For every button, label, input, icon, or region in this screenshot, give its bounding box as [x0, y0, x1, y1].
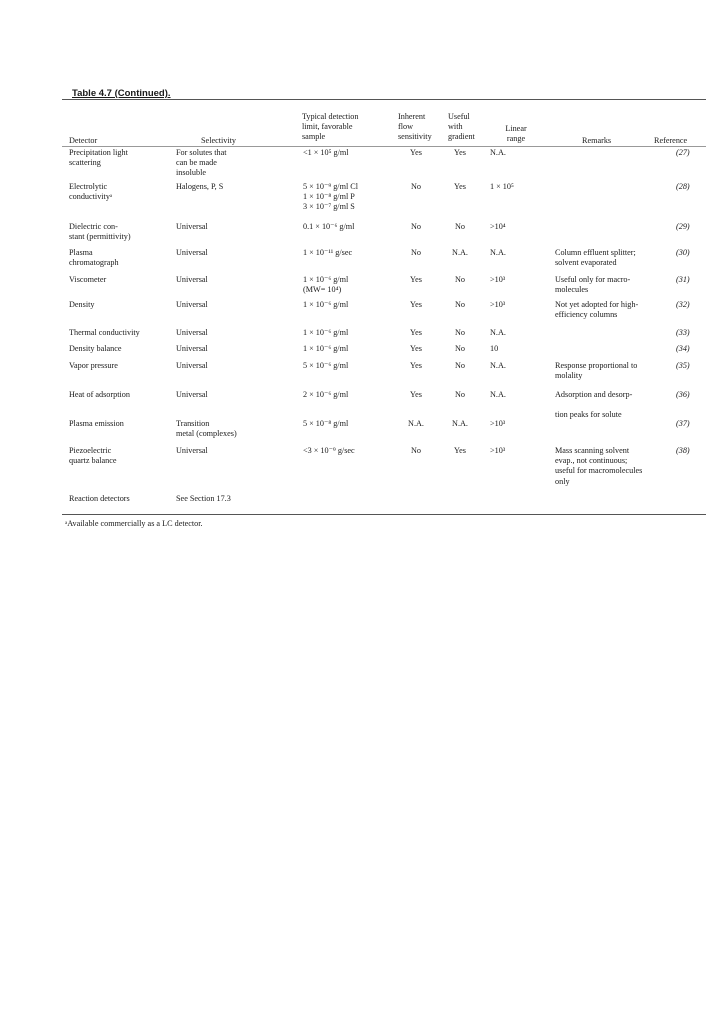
cell-reference: (34): [676, 344, 690, 353]
cell-reference: (28): [676, 182, 690, 191]
cell-remarks: Adsorption and desorp- tion peaks for solute: [555, 390, 633, 420]
cell-flow: Yes: [410, 361, 422, 370]
cell-limit: 1 × 10⁻¹¹ g/sec: [303, 248, 353, 257]
cell-selectivity: Universal: [176, 300, 208, 309]
cell-limit: 1 × 10⁻⁶ g/ml: [303, 300, 349, 309]
cell-detector: Electrolytic conductivityᵃ: [69, 182, 113, 202]
cell-selectivity: Transition metal (complexes): [176, 419, 237, 439]
header-linear-range: Linear range: [505, 124, 527, 143]
cell-flow: Yes: [410, 344, 422, 353]
cell-limit: 1 × 10⁻⁶ g/ml: [303, 344, 349, 353]
cell-remarks: Column effluent splitter; solvent evaporated: [555, 248, 636, 268]
cell-detector: Viscometer: [69, 275, 107, 284]
cell-flow: No: [410, 446, 421, 455]
cell-range: >10³: [490, 300, 506, 309]
header-rule: [62, 146, 706, 147]
cell-reference: (30): [676, 248, 690, 257]
table-title: Table 4.7 (Continued).: [72, 88, 171, 99]
cell-reference: (36): [676, 390, 690, 399]
cell-limit: <1 × 10⁵ g/ml: [303, 148, 349, 157]
header-detection-limit: Typical detection limit, favorable sample: [302, 112, 359, 141]
header-useful-gradient: Useful with gradient: [448, 112, 475, 141]
cell-gradient: Yes: [454, 446, 466, 455]
cell-selectivity: Universal: [176, 328, 208, 337]
cell-limit: 2 × 10⁻⁶ g/ml: [303, 390, 349, 399]
header-reference: Reference: [654, 136, 688, 145]
cell-reference: (32): [676, 300, 690, 309]
cell-selectivity: For solutes that can be made insoluble: [176, 148, 227, 178]
cell-detector: Plasma emission: [69, 419, 124, 428]
cell-detector: Reaction detectors: [69, 494, 130, 503]
cell-selectivity: Universal: [176, 222, 208, 231]
bottom-rule: [62, 514, 706, 515]
header-inherent-flow: Inherent flow sensitivity: [398, 112, 432, 141]
cell-selectivity: Universal: [176, 275, 208, 284]
cell-flow: Yes: [410, 275, 422, 284]
cell-limit: 1 × 10⁻⁶ g/ml (MW= 10⁴): [303, 275, 349, 295]
cell-limit: 1 × 10⁻⁶ g/ml: [303, 328, 349, 337]
cell-reference: (31): [676, 275, 690, 284]
cell-gradient: No: [454, 275, 465, 284]
cell-range: N.A.: [490, 248, 506, 257]
cell-detector: Density balance: [69, 344, 122, 353]
cell-detector: Density: [69, 300, 95, 309]
cell-gradient: Yes: [454, 182, 466, 191]
cell-gradient: No: [454, 222, 465, 231]
cell-range: >10³: [490, 275, 506, 284]
cell-flow: No: [410, 222, 421, 231]
cell-limit: 5 × 10⁻⁸ g/ml: [303, 419, 349, 428]
cell-selectivity: Universal: [176, 361, 208, 370]
cell-flow: No: [410, 248, 421, 257]
cell-range: >10³: [490, 446, 506, 455]
cell-range: N.A.: [490, 328, 506, 337]
cell-limit: 5 × 10⁻⁶ g/ml: [303, 361, 349, 370]
cell-reference: (29): [676, 222, 690, 231]
cell-range: 10: [490, 344, 499, 353]
header-remarks: Remarks: [582, 136, 612, 145]
cell-limit: 0.1 × 10⁻⁶ g/ml: [303, 222, 355, 231]
cell-range: N.A.: [490, 148, 506, 157]
cell-detector: Plasma chromatograph: [69, 248, 119, 268]
cell-selectivity: Universal: [176, 390, 208, 399]
cell-selectivity: Universal: [176, 446, 208, 455]
cell-range: >10³: [490, 419, 506, 428]
cell-range: N.A.: [490, 390, 506, 399]
cell-flow: Yes: [410, 328, 422, 337]
cell-limit: 5 × 10⁻⁹ g/ml Cl 1 × 10⁻⁸ g/ml P 3 × 10⁻⁷ g/ml S: [303, 182, 359, 212]
cell-remarks: Response proportional to molality: [555, 361, 638, 381]
top-rule: [62, 99, 706, 100]
cell-flow: Yes: [410, 390, 422, 399]
cell-selectivity: Universal: [176, 248, 208, 257]
cell-flow: Yes: [410, 300, 422, 309]
cell-detector: Heat of adsorption: [69, 390, 130, 399]
cell-gradient: No: [454, 300, 465, 309]
cell-reference: (35): [676, 361, 690, 370]
cell-gradient: No: [454, 328, 465, 337]
header-selectivity: Selectivity: [201, 136, 237, 145]
cell-detector: Thermal conductivity: [69, 328, 140, 337]
cell-detector: Dielectric con- stant (permittivity): [69, 222, 131, 242]
cell-selectivity: See Section 17.3: [176, 494, 231, 503]
cell-gradient: N.A.: [452, 419, 468, 428]
cell-range: >10⁴: [490, 222, 506, 231]
cell-limit: <3 × 10⁻⁹ g/sec: [303, 446, 355, 455]
cell-detector: Piezoelectric quartz balance: [69, 446, 117, 466]
cell-gradient: No: [454, 344, 465, 353]
cell-remarks: Useful only for macro- molecules: [555, 275, 631, 295]
cell-detector: Precipitation light scattering: [69, 148, 128, 168]
cell-reference: (38): [676, 446, 690, 455]
cell-detector: Vapor pressure: [69, 361, 118, 370]
cell-remarks: Mass scanning solvent evap., not continuous; useful for macromolecules only: [555, 446, 643, 486]
cell-gradient: N.A.: [452, 248, 468, 257]
cell-gradient: Yes: [454, 148, 466, 157]
cell-reference: (37): [676, 419, 690, 428]
cell-flow: N.A.: [408, 419, 424, 428]
cell-reference: (27): [676, 148, 690, 157]
cell-selectivity: Universal: [176, 344, 208, 353]
cell-flow: Yes: [410, 148, 422, 157]
header-detector: Detector: [69, 136, 98, 145]
cell-flow: No: [410, 182, 421, 191]
cell-range: N.A.: [490, 361, 506, 370]
cell-selectivity: Halogens, P, S: [176, 182, 224, 191]
cell-gradient: No: [454, 390, 465, 399]
cell-reference: (33): [676, 328, 690, 337]
cell-range: 1 × 10⁵: [490, 182, 514, 191]
cell-remarks: Not yet adopted for high- efficiency columns: [555, 300, 639, 320]
footnote: ᵃAvailable commercially as a LC detector.: [65, 519, 203, 528]
cell-gradient: No: [454, 361, 465, 370]
